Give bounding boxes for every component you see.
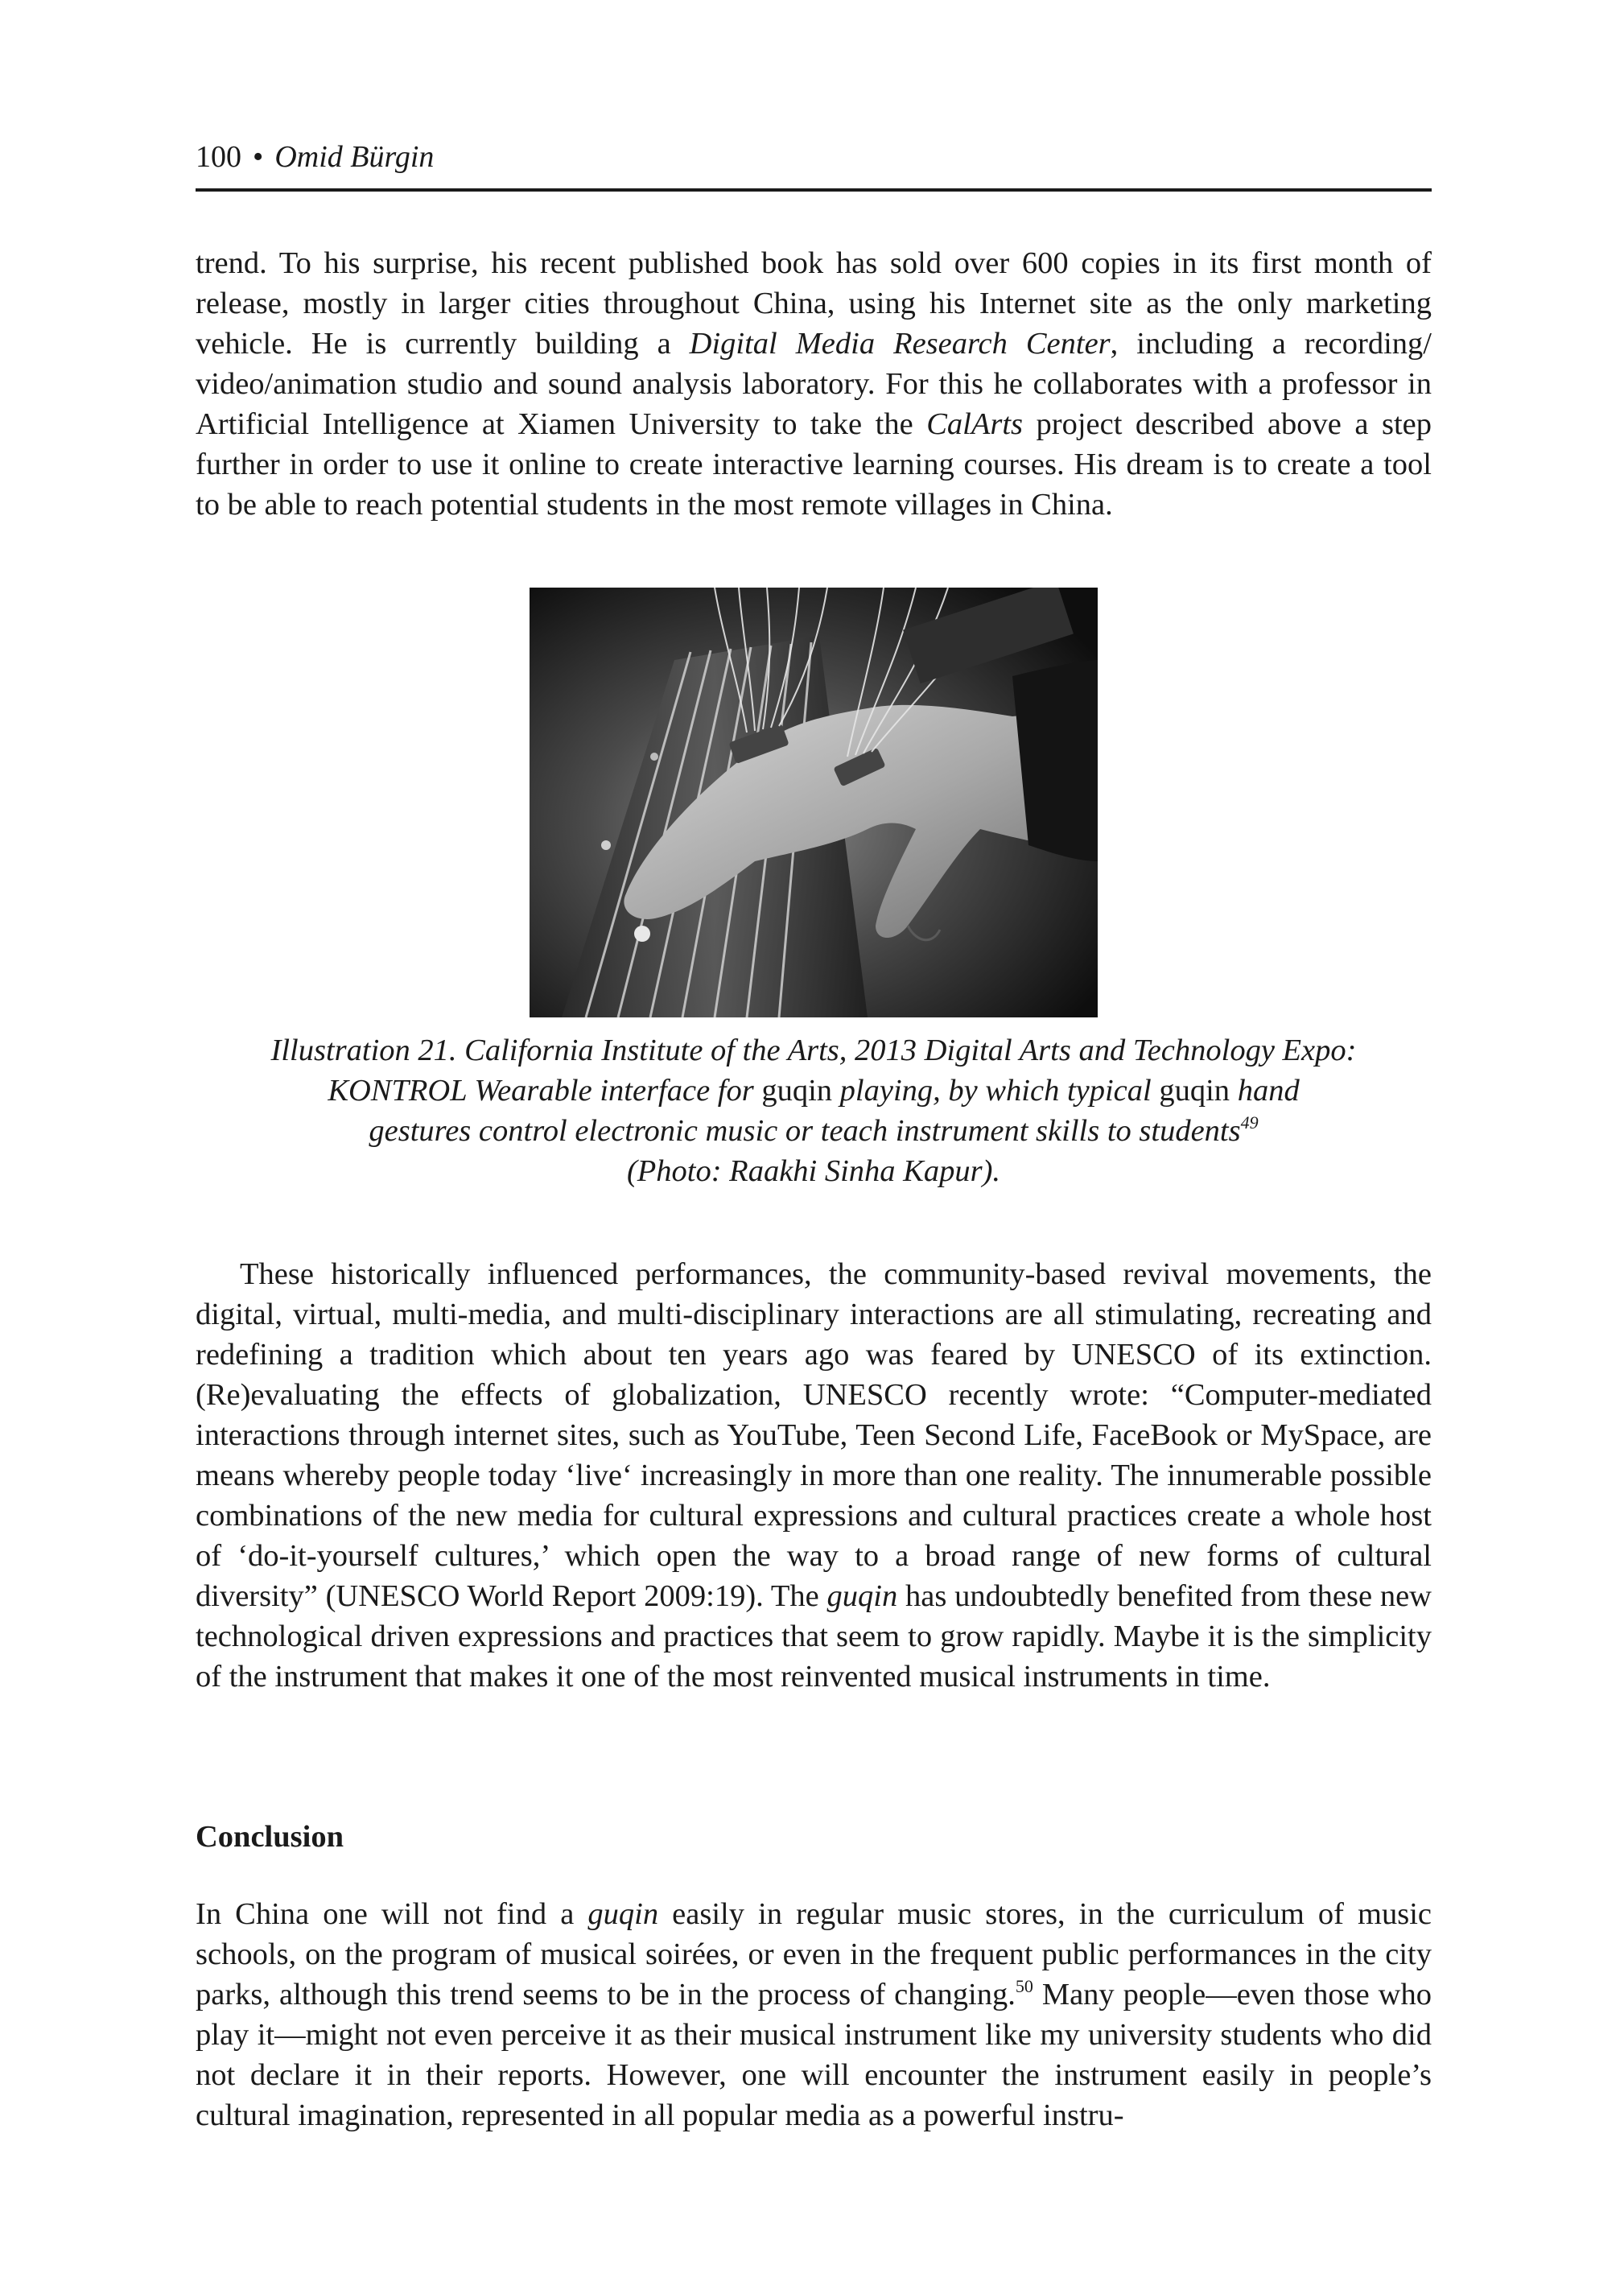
- caption-line-1: Illustration 21. California Institute of the Arts, 2013 Digital Arts and Technology Expo:: [270, 1034, 1357, 1067]
- caption-line-2: [196, 1071, 1432, 1111]
- header-separator: •: [253, 140, 264, 174]
- paragraph-2-emphasis: guqin: [826, 1579, 898, 1613]
- paragraph-3-text-a: In China one will not find a: [196, 1897, 588, 1931]
- paragraph-1-emphasis-b: CalArts: [926, 407, 1023, 441]
- footnote-marker-49: 49: [1240, 1112, 1259, 1133]
- caption-line-3-text: gestures control electronic music or teach instrument skills to students: [369, 1114, 1241, 1148]
- paragraph-1-text-a: trend. To his surprise, his recent published book has sold over 600 copies in its first month of release, mostly in larger cities throughout China, using his Internet site as the only marketing vehicle. He is currently building a: [196, 246, 1432, 361]
- paragraph-2-text-b: has undoubtedly benefited from these new technological driven expressions and practices that seem to grow rapidly. Maybe it is the simplicity of the instrument that makes it one of the most reinvented musical instruments in time.: [196, 1579, 1432, 1694]
- caption-term-guqin-1: guqin: [761, 1074, 833, 1108]
- page-number: 100: [196, 140, 241, 174]
- running-head: [196, 138, 434, 175]
- figure-caption: [196, 1030, 1432, 1191]
- section-heading: Conclusion: [196, 1820, 344, 1854]
- header-rule: [196, 188, 1432, 192]
- caption-line-2-c: playing, by which typical: [832, 1074, 1160, 1108]
- paragraph-2-text-a: These historically influenced performances, the community-based revival movements, the digital, virtual, multi-media, and multi-disciplinary interactions are all stimulating, recreating and redefining a tradition which about ten years ago was feared by UNESCO of its extinction. (Re)evaluating the effects of globalization, UNESCO recently wrote: “Computer-mediated interactions through internet sites, such as YouTube, Teen Second Life, FaceBook or MySpace, are means whereby people today ‘live‘ increasingly in more than one reality. The innumerable possible combinations of the new media for cultural expressions and cultural practices create a whole host of ‘do-it-yourself cultures,’ which open the way to a broad range of new forms of cultural diversity” (UNESCO World Report 2009:19). The: [196, 1257, 1432, 1613]
- paragraph-1-emphasis-a: Digital Media Research Center: [689, 327, 1111, 361]
- paragraph-2: [196, 1254, 1432, 1697]
- caption-line-3: [196, 1111, 1432, 1151]
- photo-hand-guqin-icon: [530, 588, 1098, 1017]
- running-head-author: Omid Bürgin: [274, 140, 435, 174]
- paragraph-3-emphasis: guqin: [587, 1897, 659, 1931]
- paragraph-3-text-b: easily in regular music stores, in the curriculum of music schools, on the program of musical soirées, or even in the frequent public performances in the city parks, although this trend seems to be in the process of changing.: [196, 1897, 1432, 2011]
- paragraph-3: [196, 1894, 1432, 2135]
- figure-photo: [530, 588, 1098, 1017]
- paragraph-1-text-c: project described above a step further in order to use it online to create interactive learning courses. His dream is to create a tool to be able to reach potential students in the most remote villages in China.: [196, 407, 1432, 522]
- paragraph-3-text-c: Many people—even those who play it—might not even perceive it as their musical instrument like my university students who did not declare it in their reports. However, one will encounter the instrument easily in people’s cultural imagination, represented in all popular media as a powerful instru-: [196, 1978, 1432, 2132]
- footnote-marker-50: 50: [1015, 1976, 1033, 1996]
- caption-line-2-e: hand: [1230, 1074, 1300, 1108]
- paragraph-1: [196, 243, 1432, 525]
- paragraph-1-text-b: , including a recording/ video/animation studio and sound analysis laboratory. For this he collaborates with a professor in Artificial Intelligence at Xiamen University to take the: [196, 327, 1432, 441]
- caption-line-2-a: KONTROL Wearable interface for: [328, 1074, 762, 1108]
- caption-line-4: (Photo: Raakhi Sinha Kapur).: [626, 1154, 1001, 1188]
- caption-term-guqin-2: guqin: [1159, 1074, 1230, 1108]
